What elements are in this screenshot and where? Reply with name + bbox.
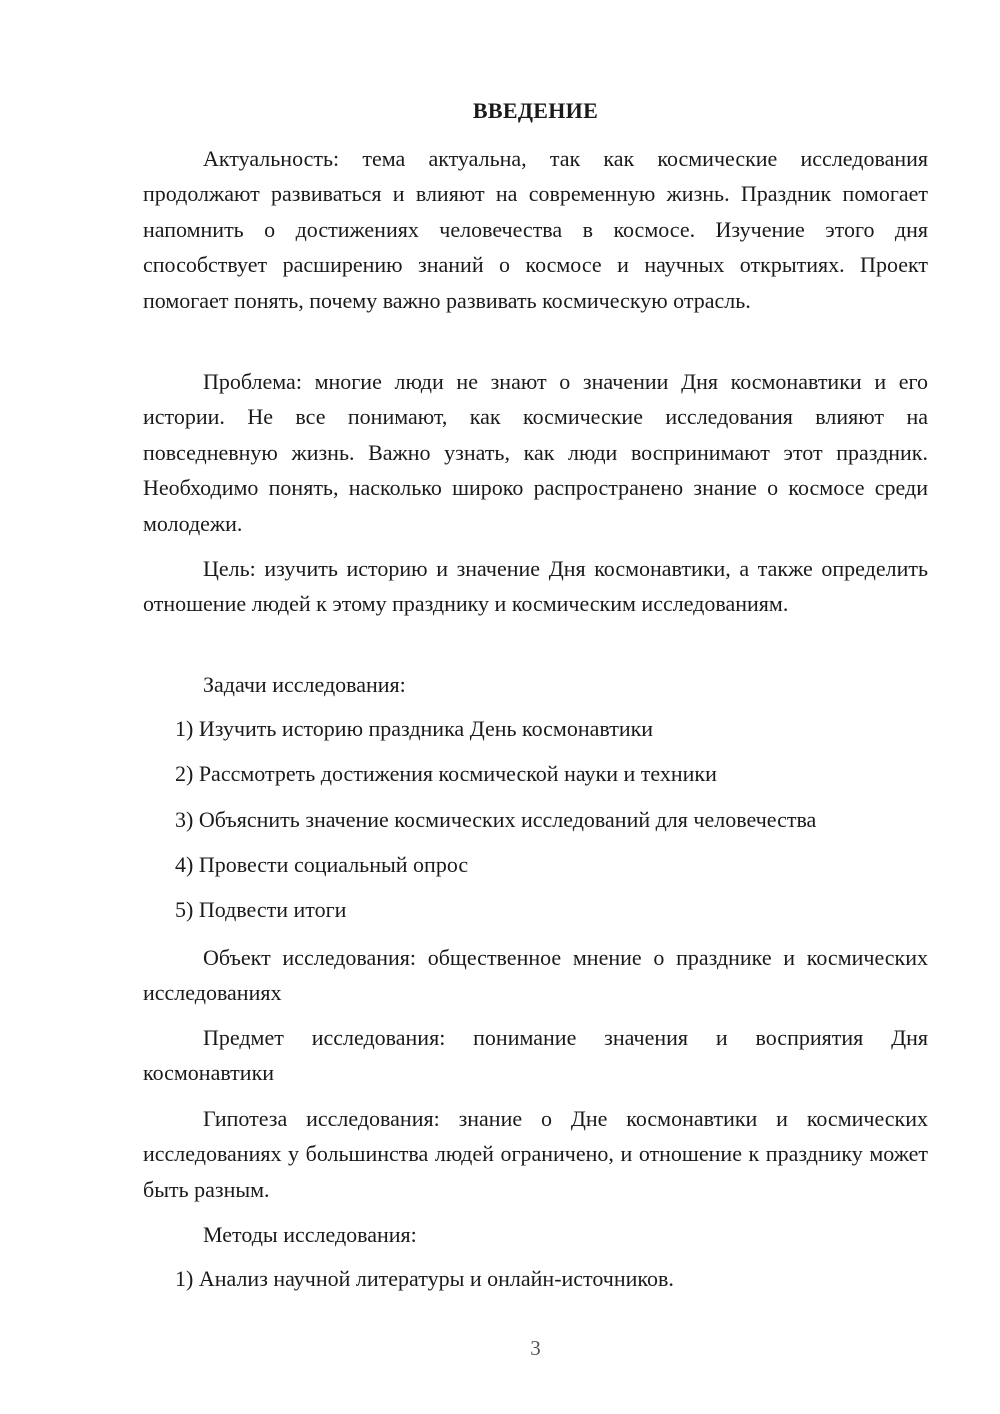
method-item: 1) Анализ научной литературы и онлайн-источников. <box>175 1266 674 1291</box>
section-heading: ВВЕДЕНИЕ <box>472 98 599 123</box>
subject-paragraph: Предмет исследования: понимание значения и восприятия Дня космонавтики <box>143 1025 928 1086</box>
task-item: 4) Провести социальный опрос <box>175 852 469 877</box>
task-item: 2) Рассмотреть достижения космической науки и техники <box>175 761 717 786</box>
task-item: 5) Подвести итоги <box>175 897 347 922</box>
problem-paragraph: Проблема: многие люди не знают о значении Дня космонавтики и его истории. Не все понимают, как космические исследования влияют на повседневную жизнь. Важно узнать, как люди воспринимают этот праздник. Необходимо понять, насколько широко распространено знание о космосе среди молодежи. <box>143 369 928 536</box>
goal-paragraph: Цель: изучить историю и значение Дня космонавтики, а также определить отношение людей к этому празднику и космическим исследованиям. <box>143 556 928 617</box>
task-item: 3) Объяснить значение космических исследований для человечества <box>175 807 817 832</box>
page-number: 3 <box>530 1336 541 1360</box>
hypothesis-paragraph: Гипотеза исследования: знание о Дне космонавтики и космических исследованиях у большинства людей ограничено, и отношение к празднику может быть разным. <box>143 1106 928 1202</box>
object-paragraph: Объект исследования: общественное мнение о празднике и космических исследованиях <box>143 945 928 1006</box>
document-page <box>143 0 928 1414</box>
relevance-paragraph: Актуальность: тема актуальна, так как космические исследования продолжают развиваться и влияют на современную жизнь. Праздник помогает напомнить о достижениях человечества в космосе. Изучение этого дня способствует расширению знаний о космосе и научных открытиях. Проект помогает понять, почему важно развивать космическую отрасль. <box>143 146 928 313</box>
task-item: 1) Изучить историю праздника День космонавтики <box>175 716 654 741</box>
tasks-title: Задачи исследования: <box>203 672 406 697</box>
methods-title: Методы исследования: <box>203 1222 417 1247</box>
